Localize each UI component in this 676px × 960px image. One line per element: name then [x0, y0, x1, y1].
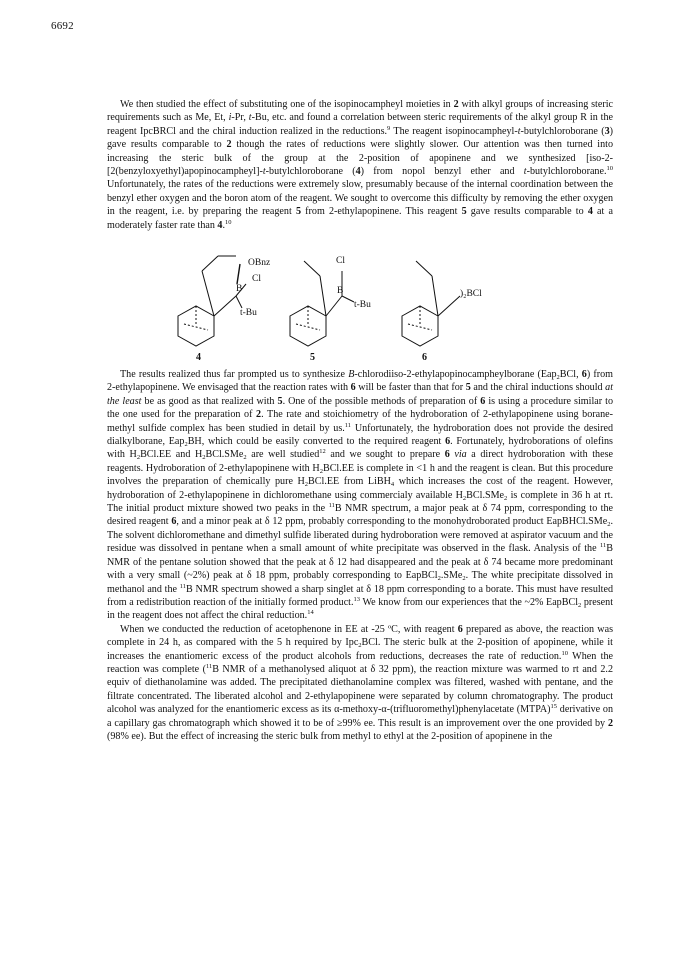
paragraph-3: When we conducted the reduction of acetophenone in EE at -25 ºC, with reagent 6 prepared as above, the reaction was complete in 24 h, as compared with the 5 h required by Ipc$_2$BCl. The steric bulk at the 2-position of apopinene, while it increases the enantiomeric excess of the product alcohols from reductions, decreases the rate of reduction.$^{10}$ When the reaction was complete ($^{11}$B NMR of a methanolysed aliquot at δ 32 ppm), the reaction mixture was warmed to rt and 2.2 equiv of diethanolamine was added. The precipitated diethanolamine complex was filtered, washed with pentane, and the filtrate concentrated. The liberated alcohol and 2-ethylapopinene were separated by column chromatography. The product alcohol was analyzed for the enantiomeric excess as its α-methoxy-α-(trifluoromethyl)phenylacetate (MTPA)$^{15}$ derivative on a capillary gas chromatograph which showed it to be of ≥99% ee. This result is an improvement over the one provided by 2 (98% ee). But the effect of increasing the steric bulk from methyl to ethyl at the 2-position of apopinene in the	[107, 623, 614, 742]
structure-5-tbu: t-Bu	[354, 300, 371, 310]
structure-5-boron: B	[337, 286, 344, 296]
structure-5-chlorine: Cl	[336, 256, 345, 266]
main-text	[107, 368, 613, 743]
structure-4-tbu: t-Bu	[240, 308, 257, 318]
paragraph-1	[107, 98, 613, 232]
structure-label-6: 6	[422, 352, 427, 363]
structure-4-obnz: OBnz	[248, 258, 271, 268]
paragraph-2: The results realized thus far prompted us to synthesize B-chlorodiiso-2-ethylapopinocampheylborane (Eap$_2$BCl, 6) from 2-ethylapopinene. We envisaged that the reaction rates with 6 will be faster than that for 5 and the chiral inductions should at the least be as good as that realized with 5. One of the possible methods of preparation of 6 is using a procedure similar to the one used for the preparation of 2. The rate and stoichiometry of the hydroboration of 2-ethylapopinene using borane-methyl sulfide complex has been studied in detail by us.$^{11}$ Unfortunately, the hydroboration does not provide the desired dialkylborane, Eap$_2$BH, which could be easily converted to the required reagent 6. Fortunately, hydroborations of olefins with $H_2BCl.EE$ and $H_2BCl.SMe_2$ are well studied$^{12}$ and we sought to prepare 6 via a direct hydroboration with these reagents. Hydroboration of 2-ethylapopinene with $H_2BCl.EE$ is complete in <1 h and the reagent is clean. But this procedure involves the preparation of chemically pure $H_2BCl.EE$ from LiBH$_4$ which increases the cost of the reagent. However, hydroboration of 2-ethylapopinene in dichloromethane using commercialy available $H_2BCl.SMe_2$ is complete in 36 h at rt. The initial product mixture showed two peaks in the $^{11}$B NMR spectrum, a major peak at δ 74 ppm, corresponding to the desired reagent 6, and a minor peak at δ 12 ppm, probably corresponding to the monohydroborated product EapBHCl.SMe$_2$. The solvent dichloromethane and dimethyl sulfide liberated during hydroboration were removed at aspirator vacuum and the residue was dissolved in pentane when a small amount of white precipitate was observed in the flask. Analysis of the $^{11}$B NMR of the pentane solution showed that the peak at δ 12 had disappeared and the peak at δ 74 became more predominant with a very small (~2%) peak at δ 18 ppm, probably corresponding to EapBCl$_2$.SMe$_2$. The white precipitate dissolved in methanol and the $^{11}$B NMR spectrum showed a sharp singlet at δ 18 ppm corresponding to a borate. This must have resulted from a redistribution reaction of the initially formed product.$^{13}$ We know from our experiences that the ~2% EapBCl$_2$ present in the reagent does not affect the chiral reduction.$^{14}$	[107, 369, 614, 622]
structure-label-4: 4	[196, 352, 201, 363]
chemical-structures-figure	[170, 236, 510, 364]
structure-4-boron: B	[236, 284, 243, 294]
structure-4-chlorine: Cl	[252, 274, 261, 284]
paragraph-1-text: We then studied the effect of substituting one of the isopinocampheyl moieties in 2 with alkyl groups of increasing steric requirements such as Me, Et, i-Pr, t-Bu, etc. and found a correlation between steric requirements of the alkyl group R in the reagent IpcBRCl and the chiral induction realized in the reductions.$^9$ The reagent isopinocampheyl-t-butylchloroborane (3) gave results comparable to 2 though the rates of reductions were slightly slower. Our attention was then turned into increasing the steric bulk of the group at the 2-position of apopinene and we synthesized [iso-2-[2(benzyloxyethyl)apopinocampheyl]-t-butylchloroborane (4) from nopol benzyl ether and t-butylchloroborane.$^{10}$ Unfortunately, the rates of the reductions were extremely slow, presumably because of the internal coordination between the benzyl ether oxygen and the boron atom of the reagent. We sought to overcome this difficulty by removing the ether oxygen in the reagent, i.e. by preparing the reagent 5 from 2-ethylapopinene. This reagent 5 gave results comparable to 4 at a moderately faster rate than 4.10	[107, 99, 614, 231]
structure-label-5: 5	[310, 352, 315, 363]
structure-6-bcl: )₂BCl	[460, 289, 482, 299]
page-number: 6692	[51, 20, 74, 32]
